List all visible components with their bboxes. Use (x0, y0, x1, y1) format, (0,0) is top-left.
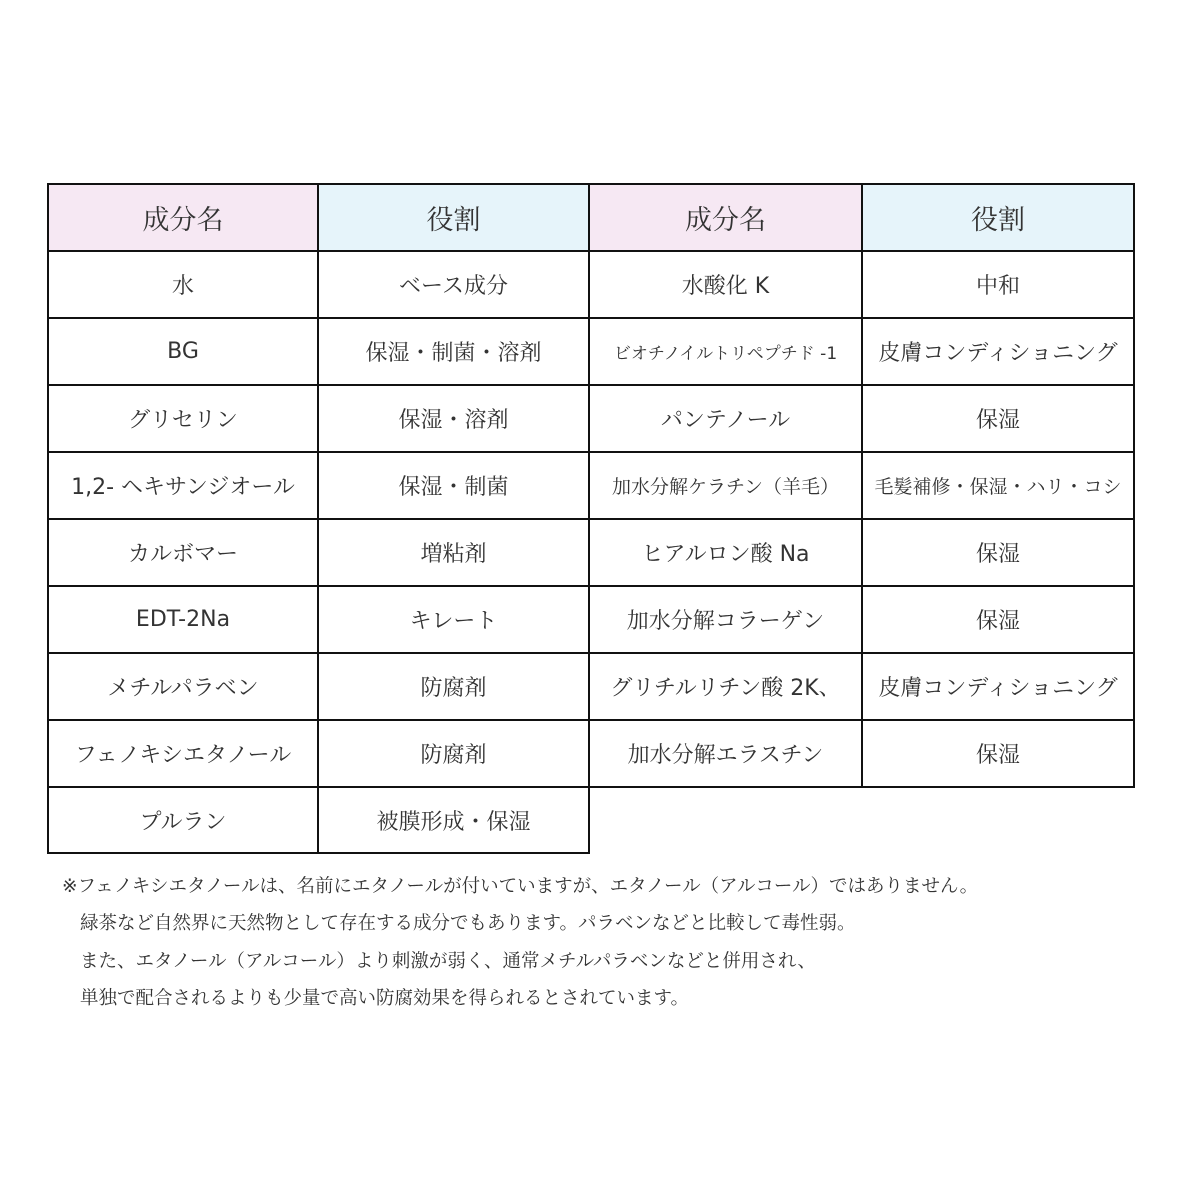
table-column-rule (861, 183, 863, 788)
left-ingredient-name: プルラン (139, 809, 227, 835)
table-rule (47, 786, 1135, 788)
left-ingredient-name: フェノキシエタノール (74, 743, 292, 768)
header-role-right: 役割 (862, 184, 1134, 251)
table-rule (47, 384, 1135, 386)
header-role-left: 役割 (318, 184, 589, 251)
table-rule (47, 250, 1135, 252)
table-rule (47, 518, 1135, 520)
left-ingredient-role: 保湿・制菌 (398, 475, 509, 500)
right-ingredient-name: 加水分解エラスチン (627, 743, 824, 768)
table-border-top (47, 183, 1135, 185)
table-rule (47, 451, 1135, 453)
note-line-4: 単独で配合されるよりも少量で高い防腐効果を得られるとされています。 (80, 988, 690, 1009)
right-ingredient-role: 保湿 (975, 743, 1020, 768)
right-ingredient-name: ビオチノイルトリペプチド -1 (613, 344, 838, 364)
left-ingredient-name: グリセリン (128, 408, 238, 433)
left-ingredient-name: 1,2- ヘキサンジオール (71, 475, 295, 500)
table-rule (47, 317, 1135, 319)
right-ingredient-name: 水酸化 K (681, 274, 770, 299)
left-ingredient-role: 防腐剤 (420, 743, 487, 768)
right-ingredient-name: グリチルリチン酸 2K、 (610, 676, 841, 701)
left-ingredient-name: 水 (171, 274, 194, 299)
right-ingredient-name: パンテノール (660, 408, 791, 433)
left-ingredient-name: EDT-2Na (135, 607, 231, 632)
header-ingredient-name-right: 成分名 (589, 184, 862, 251)
left-ingredient-role: 被膜形成・保湿 (376, 809, 531, 835)
note-line-3: また、エタノール（アルコール）より刺激が弱く、通常メチルパラベンなどと併用され、 (80, 951, 816, 972)
table-rule (47, 585, 1135, 587)
right-ingredient-role: 保湿 (975, 542, 1020, 567)
right-ingredient-role: 皮膚コンディショニング (878, 341, 1118, 366)
table-rule (47, 652, 1135, 654)
table-border-left (47, 183, 49, 854)
right-ingredient-role: 保湿 (975, 609, 1020, 634)
header-ingredient-name-left: 成分名 (48, 184, 318, 251)
left-ingredient-name: メチルパラベン (107, 676, 259, 701)
note-line-2: 緑茶など自然界に天然物として存在する成分でもあります。パラベンなどと比較して毒性弱。 (80, 913, 856, 934)
table-rule (47, 719, 1135, 721)
left-ingredient-name: カルボマー (127, 542, 238, 567)
left-ingredient-role: ベース成分 (399, 274, 508, 299)
right-ingredient-role: 中和 (975, 274, 1020, 299)
right-ingredient-name: 加水分解コラーゲン (626, 609, 825, 634)
right-ingredient-name: ヒアルロン酸 Na (641, 542, 810, 567)
left-ingredient-role: 保湿・溶剤 (398, 408, 509, 433)
note-line-1: ※フェノキシエタノールは、名前にエタノールが付いていますが、エタノール（アルコール）ではありません。 (62, 876, 979, 897)
table-column-rule (317, 183, 319, 854)
left-ingredient-role: キレート (409, 609, 498, 634)
left-ingredient-role: 防腐剤 (420, 676, 487, 701)
left-ingredient-role: 保湿・制菌・溶剤 (365, 341, 542, 366)
table-border-right (1133, 183, 1135, 788)
right-ingredient-name: 加水分解ケラチン（羊毛） (611, 476, 840, 498)
left-ingredient-role: 増粘剤 (420, 542, 487, 567)
right-ingredient-role: 皮膚コンディショニング (878, 676, 1118, 701)
table-column-rule (588, 183, 590, 854)
left-ingredient-name: BG (167, 339, 199, 364)
right-ingredient-role: 保湿 (975, 408, 1020, 433)
right-ingredient-role: 毛髪補修・保湿・ハリ・コシ (874, 476, 1122, 498)
